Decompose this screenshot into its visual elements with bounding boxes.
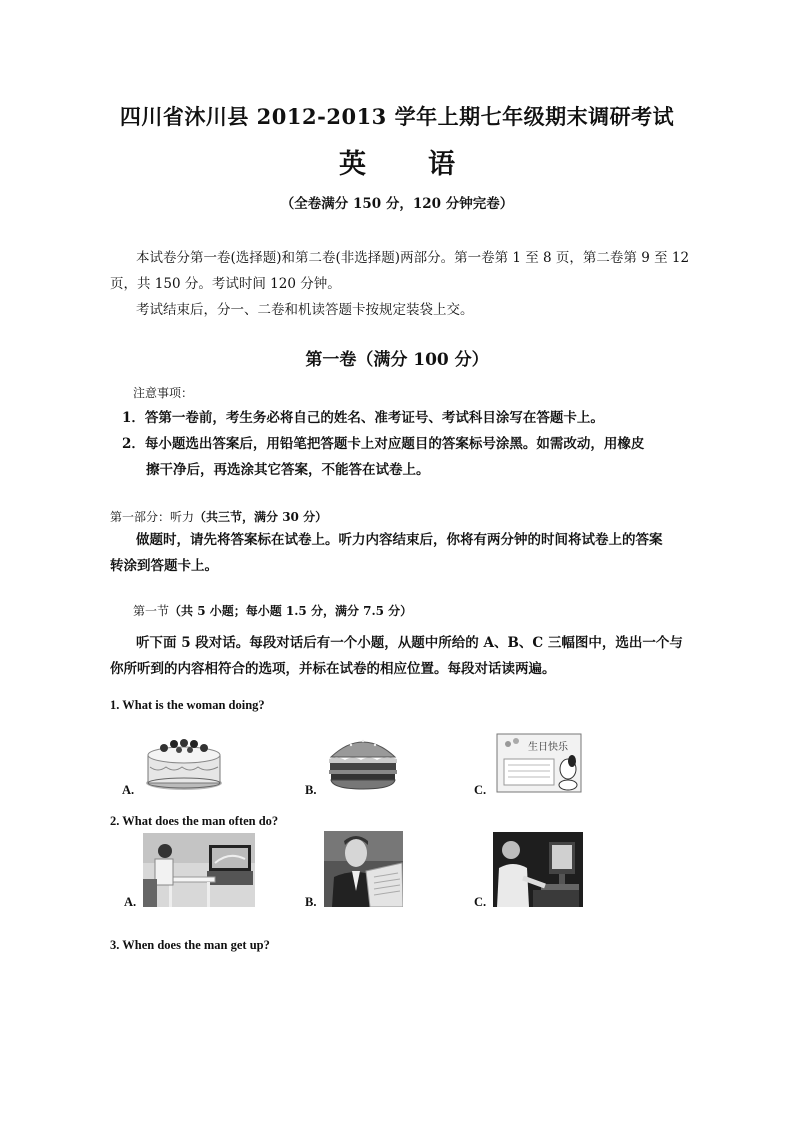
question-3: 3. When does the man get up?	[110, 938, 270, 952]
subject-heading	[0, 142, 794, 181]
q2-option-c-label: C.	[474, 895, 487, 909]
question-2: 2. What does the man often do?	[110, 814, 279, 828]
section1-desc-line-1: 听下面 5 段对话。每段对话后有一个小题，从题中所给的 A、B、C 三幅图中，选出一个与	[136, 635, 683, 651]
part1-desc-line-2: 转涂到答题卡上。	[110, 558, 218, 574]
notice-label: 注意事项：	[133, 386, 194, 400]
part1-desc	[110, 527, 710, 579]
hamburger-image	[327, 733, 399, 791]
notice-2-line-1: 2．每小题选出答案后，用铅笔把答题卡上对应题目的答案标号涂黑。如需改动，用橡皮	[122, 436, 645, 452]
q2-option-b-label: B.	[305, 895, 317, 909]
score-note: （全卷满分 150 分，120 分钟完卷）	[280, 196, 514, 212]
section1-desc-line-2: 你所听到的内容相符合的选项，并标在试卷的相应位置。每段对话读两遍。	[110, 661, 556, 677]
man-using-computer-image	[493, 832, 583, 907]
section1-desc	[110, 630, 710, 682]
part1-heading	[110, 508, 327, 525]
man-watching-tv-image	[143, 833, 255, 907]
part1-score: （共三节，满分 30 分）	[194, 510, 328, 524]
man-reading-newspaper-image	[324, 831, 403, 907]
card-text: 生日快乐	[528, 742, 568, 753]
section1-label: 第一节	[133, 604, 170, 618]
intro-line-3: 考试结束后，分一、二卷和机读答题卡按规定装袋上交。	[136, 302, 474, 318]
part1-desc-line-1: 做题时，请先将答案标在试卷上。听力内容结束后，你将有两分钟的时间将试卷上的答案	[136, 532, 663, 548]
intro-line-1: 本试卷分第一卷(选择题)和第二卷(非选择题)两部分。第一卷第 1 至 8 页，第二卷第 9 至 12	[136, 250, 690, 266]
q1-option-a-label: A.	[122, 783, 135, 797]
cake-image	[144, 733, 224, 791]
subject-char-2: 语	[428, 149, 455, 180]
volume1-heading: 第一卷（满分 100 分）	[305, 350, 489, 370]
intro-paragraph	[110, 245, 710, 323]
q2-option-a-label: A.	[124, 895, 137, 909]
section1-heading	[133, 602, 412, 619]
q1-option-b-label: B.	[305, 783, 317, 797]
section1-score: （共 5 小题；每小题 1.5 分，满分 7.5 分）	[169, 604, 413, 618]
exam-title: 四川省沐川县 2012-2013 学年上期七年级期末调研考试	[119, 104, 675, 129]
part1-label: 第一部分：听力	[110, 510, 195, 524]
q1-option-c-label: C.	[474, 783, 487, 797]
notice-1: 1．答第一卷前，考生务必将自己的姓名、准考证号、考试科目涂写在答题卡上。	[122, 410, 604, 426]
birthday-card-image	[496, 733, 582, 793]
notice-2-line-2: 擦干净后，再选涂其它答案，不能答在试卷上。	[146, 462, 430, 478]
intro-line-2: 页，共 150 分。考试时间 120 分钟。	[110, 276, 341, 292]
subject-char-1: 英	[339, 149, 366, 180]
question-1: 1. What is the woman doing?	[110, 698, 265, 712]
